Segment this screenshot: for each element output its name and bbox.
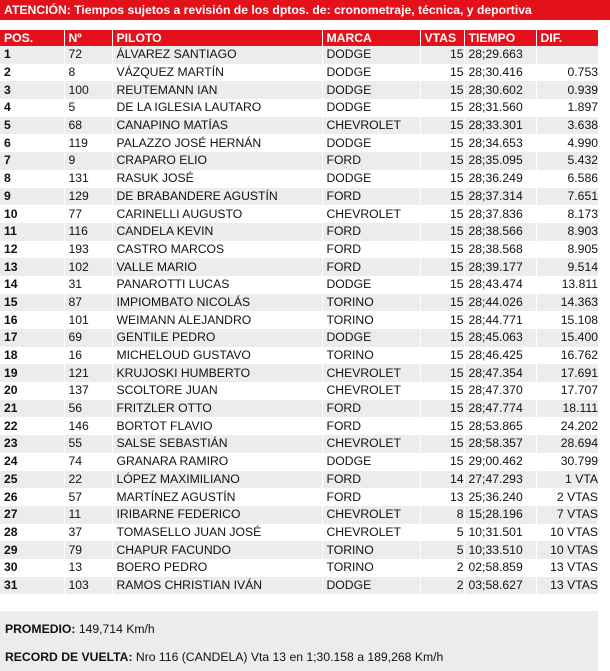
laps-cell: 15	[420, 329, 464, 347]
table-header-row	[0, 30, 598, 46]
pos-cell: 20	[0, 382, 64, 400]
pos-cell: 23	[0, 435, 64, 453]
gap-cell: 24.202	[536, 417, 598, 435]
laps-cell: 15	[420, 46, 464, 64]
laps-cell: 8	[420, 506, 464, 524]
pos-cell: 17	[0, 329, 64, 347]
gap-cell: 5.432	[536, 152, 598, 170]
brand-cell: TORINO	[322, 294, 420, 312]
number-cell: 131	[64, 170, 112, 188]
gap-cell: 7 VTAS	[536, 506, 598, 524]
table-row	[0, 347, 598, 365]
time-cell: 25;36.240	[464, 488, 536, 506]
number-cell: 16	[64, 347, 112, 365]
table-row	[0, 506, 598, 524]
brand-cell: DODGE	[322, 46, 420, 64]
brand-cell: DODGE	[322, 577, 420, 595]
laps-cell: 15	[420, 81, 464, 99]
table-row	[0, 276, 598, 294]
number-cell: 103	[64, 577, 112, 595]
number-cell: 31	[64, 276, 112, 294]
time-cell: 28;36.249	[464, 170, 536, 188]
brand-cell: CHEVROLET	[322, 205, 420, 223]
pos-cell: 9	[0, 188, 64, 206]
brand-cell: FORD	[322, 258, 420, 276]
number-cell: 146	[64, 417, 112, 435]
pos-cell: 12	[0, 241, 64, 259]
time-cell: 28;44.771	[464, 311, 536, 329]
driver-cell: SCOLTORE JUAN	[112, 382, 322, 400]
header-num: Nº	[64, 30, 112, 46]
pos-cell: 24	[0, 453, 64, 471]
driver-cell: KRUJOSKI HUMBERTO	[112, 364, 322, 382]
record-label: RECORD DE VUELTA:	[5, 650, 133, 664]
pos-cell: 4	[0, 99, 64, 117]
pos-cell: 1	[0, 46, 64, 64]
brand-cell: FORD	[322, 223, 420, 241]
time-cell: 28;44.026	[464, 294, 536, 312]
pos-cell: 21	[0, 400, 64, 418]
laps-cell: 15	[420, 276, 464, 294]
driver-cell: REUTEMANN IAN	[112, 81, 322, 99]
table-row	[0, 453, 598, 471]
driver-cell: CASTRO MARCOS	[112, 241, 322, 259]
brand-cell: TORINO	[322, 559, 420, 577]
number-cell: 74	[64, 453, 112, 471]
driver-cell: CANDELA KEVIN	[112, 223, 322, 241]
driver-cell: MARTÍNEZ AGUSTÍN	[112, 488, 322, 506]
laps-cell: 15	[420, 417, 464, 435]
driver-cell: CHAPUR FACUNDO	[112, 541, 322, 559]
pos-cell: 22	[0, 417, 64, 435]
pos-cell: 13	[0, 258, 64, 276]
driver-cell: CANAPINO MATÍAS	[112, 117, 322, 135]
gap-cell: 17.691	[536, 364, 598, 382]
time-cell: 28;37.314	[464, 188, 536, 206]
pos-cell: 8	[0, 170, 64, 188]
time-cell: 28;47.354	[464, 364, 536, 382]
driver-cell: WEIMANN ALEJANDRO	[112, 311, 322, 329]
time-cell: 28;37.836	[464, 205, 536, 223]
brand-cell: DODGE	[322, 81, 420, 99]
number-cell: 129	[64, 188, 112, 206]
brand-cell: CHEVROLET	[322, 364, 420, 382]
driver-cell: DE BRABANDERE AGUSTÍN	[112, 188, 322, 206]
laps-cell: 5	[420, 541, 464, 559]
time-cell: 02;58.859	[464, 559, 536, 577]
brand-cell: DODGE	[322, 64, 420, 82]
brand-cell: TORINO	[322, 541, 420, 559]
header-piloto: PILOTO	[112, 30, 322, 46]
brand-cell: FORD	[322, 241, 420, 259]
table-row	[0, 117, 598, 135]
brand-cell: TORINO	[322, 311, 420, 329]
number-cell: 11	[64, 506, 112, 524]
laps-cell: 15	[420, 294, 464, 312]
number-cell: 56	[64, 400, 112, 418]
time-cell: 28;29.663	[464, 46, 536, 64]
number-cell: 193	[64, 241, 112, 259]
time-cell: 28;47.774	[464, 400, 536, 418]
header-marca: MARCA	[322, 30, 420, 46]
table-row	[0, 435, 598, 453]
brand-cell: FORD	[322, 471, 420, 489]
record-line	[5, 650, 443, 664]
driver-cell: RASUK JOSÉ	[112, 170, 322, 188]
number-cell: 5	[64, 99, 112, 117]
number-cell: 57	[64, 488, 112, 506]
gap-cell: 8.903	[536, 223, 598, 241]
number-cell: 69	[64, 329, 112, 347]
pos-cell: 29	[0, 541, 64, 559]
table-row	[0, 241, 598, 259]
time-cell: 15;28.196	[464, 506, 536, 524]
laps-cell: 15	[420, 258, 464, 276]
time-cell: 28;38.568	[464, 241, 536, 259]
table-row	[0, 417, 598, 435]
driver-cell: VALLE MARIO	[112, 258, 322, 276]
number-cell: 13	[64, 559, 112, 577]
table-row	[0, 577, 598, 595]
pos-cell: 11	[0, 223, 64, 241]
table-row	[0, 152, 598, 170]
time-cell: 10;31.501	[464, 524, 536, 542]
pos-cell: 25	[0, 471, 64, 489]
gap-cell: 16.762	[536, 347, 598, 365]
time-cell: 28;34.653	[464, 134, 536, 152]
driver-cell: CARINELLI AUGUSTO	[112, 205, 322, 223]
number-cell: 55	[64, 435, 112, 453]
laps-cell: 15	[420, 453, 464, 471]
gap-cell: 10 VTAS	[536, 541, 598, 559]
gap-cell	[536, 46, 598, 64]
brand-cell: CHEVROLET	[322, 117, 420, 135]
driver-cell: GENTILE PEDRO	[112, 329, 322, 347]
gap-cell: 10 VTAS	[536, 524, 598, 542]
laps-cell: 15	[420, 170, 464, 188]
time-cell: 28;47.370	[464, 382, 536, 400]
pos-cell: 10	[0, 205, 64, 223]
time-cell: 28;30.602	[464, 81, 536, 99]
time-cell: 03;58.627	[464, 577, 536, 595]
time-cell: 28;58.357	[464, 435, 536, 453]
time-cell: 29;00.462	[464, 453, 536, 471]
laps-cell: 15	[420, 364, 464, 382]
brand-cell: CHEVROLET	[322, 506, 420, 524]
driver-cell: MICHELOUD GUSTAVO	[112, 347, 322, 365]
table-row	[0, 294, 598, 312]
pos-cell: 5	[0, 117, 64, 135]
table-row	[0, 311, 598, 329]
table-row	[0, 488, 598, 506]
time-cell: 28;38.566	[464, 223, 536, 241]
gap-cell: 8.173	[536, 205, 598, 223]
brand-cell: FORD	[322, 188, 420, 206]
gap-cell: 4.990	[536, 134, 598, 152]
results-body	[0, 46, 598, 594]
brand-cell: FORD	[322, 488, 420, 506]
footer-block	[0, 611, 598, 671]
time-cell: 28;45.063	[464, 329, 536, 347]
time-cell: 27;47.293	[464, 471, 536, 489]
header-pos: POS.	[0, 30, 64, 46]
gap-cell: 6.586	[536, 170, 598, 188]
pos-cell: 19	[0, 364, 64, 382]
gap-cell: 15.400	[536, 329, 598, 347]
laps-cell: 15	[420, 223, 464, 241]
laps-cell: 15	[420, 188, 464, 206]
driver-cell: TOMASELLO JUAN JOSÉ	[112, 524, 322, 542]
laps-cell: 14	[420, 471, 464, 489]
pos-cell: 14	[0, 276, 64, 294]
laps-cell: 15	[420, 241, 464, 259]
promedio-value: 149,714 Km/h	[78, 622, 155, 636]
table-row	[0, 64, 598, 82]
laps-cell: 15	[420, 311, 464, 329]
brand-cell: DODGE	[322, 170, 420, 188]
number-cell: 22	[64, 471, 112, 489]
pos-cell: 16	[0, 311, 64, 329]
laps-cell: 15	[420, 435, 464, 453]
brand-cell: FORD	[322, 417, 420, 435]
table-row	[0, 559, 598, 577]
driver-cell: FRITZLER OTTO	[112, 400, 322, 418]
gap-cell: 1.897	[536, 99, 598, 117]
number-cell: 100	[64, 81, 112, 99]
promedio-label: PROMEDIO:	[5, 622, 76, 636]
table-row	[0, 400, 598, 418]
driver-cell: BOERO PEDRO	[112, 559, 322, 577]
laps-cell: 15	[420, 64, 464, 82]
time-cell: 28;46.425	[464, 347, 536, 365]
pos-cell: 31	[0, 577, 64, 595]
pos-cell: 18	[0, 347, 64, 365]
brand-cell: DODGE	[322, 134, 420, 152]
gap-cell: 13.811	[536, 276, 598, 294]
number-cell: 77	[64, 205, 112, 223]
laps-cell: 15	[420, 382, 464, 400]
number-cell: 87	[64, 294, 112, 312]
time-cell: 28;53.865	[464, 417, 536, 435]
gap-cell: 7.651	[536, 188, 598, 206]
number-cell: 8	[64, 64, 112, 82]
table-row	[0, 471, 598, 489]
brand-cell: CHEVROLET	[322, 524, 420, 542]
gap-cell: 0.939	[536, 81, 598, 99]
gap-cell: 9.514	[536, 258, 598, 276]
brand-cell: DODGE	[322, 99, 420, 117]
laps-cell: 15	[420, 347, 464, 365]
number-cell: 79	[64, 541, 112, 559]
header-vtas: VTAS	[420, 30, 464, 46]
time-cell: 10;33.510	[464, 541, 536, 559]
number-cell: 37	[64, 524, 112, 542]
driver-cell: CRAPARO ELIO	[112, 152, 322, 170]
brand-cell: TORINO	[322, 347, 420, 365]
brand-cell: DODGE	[322, 276, 420, 294]
number-cell: 9	[64, 152, 112, 170]
gap-cell: 3.638	[536, 117, 598, 135]
table-row	[0, 364, 598, 382]
header-dif: DIF.	[536, 30, 598, 46]
table-row	[0, 46, 598, 64]
brand-cell: DODGE	[322, 453, 420, 471]
gap-cell: 1 VTA	[536, 471, 598, 489]
laps-cell: 15	[420, 134, 464, 152]
driver-cell: VÁZQUEZ MARTÍN	[112, 64, 322, 82]
pos-cell: 3	[0, 81, 64, 99]
laps-cell: 15	[420, 99, 464, 117]
laps-cell: 15	[420, 400, 464, 418]
table-row	[0, 134, 598, 152]
number-cell: 116	[64, 223, 112, 241]
number-cell: 121	[64, 364, 112, 382]
table-row	[0, 205, 598, 223]
record-value: Nro 116 (CANDELA) Vta 13 en 1;30.158 a 189,268 Km/h	[135, 650, 444, 664]
driver-cell: IRIBARNE FEDERICO	[112, 506, 322, 524]
table-row	[0, 382, 598, 400]
laps-cell: 13	[420, 488, 464, 506]
time-cell: 28;35.095	[464, 152, 536, 170]
driver-cell: PANAROTTI LUCAS	[112, 276, 322, 294]
driver-cell: GRANARA RAMIRO	[112, 453, 322, 471]
pos-cell: 2	[0, 64, 64, 82]
number-cell: 102	[64, 258, 112, 276]
time-cell: 28;33.301	[464, 117, 536, 135]
number-cell: 137	[64, 382, 112, 400]
laps-cell: 5	[420, 524, 464, 542]
driver-cell: ÁLVAREZ SANTIAGO	[112, 46, 322, 64]
pos-cell: 27	[0, 506, 64, 524]
gap-cell: 17.707	[536, 382, 598, 400]
number-cell: 68	[64, 117, 112, 135]
promedio-line	[5, 622, 155, 636]
pos-cell: 30	[0, 559, 64, 577]
driver-cell: LÓPEZ MAXIMILIANO	[112, 471, 322, 489]
table-row	[0, 81, 598, 99]
gap-cell: 0.753	[536, 64, 598, 82]
attention-banner: ATENCIÓN: Tiempos sujetos a revisión de los dptos. de: cronometraje, técnica, y deportiva	[0, 0, 610, 20]
driver-cell: SALSE SEBASTIÁN	[112, 435, 322, 453]
gap-cell: 8.905	[536, 241, 598, 259]
laps-cell: 2	[420, 577, 464, 595]
driver-cell: PALAZZO JOSÉ HERNÁN	[112, 134, 322, 152]
brand-cell: FORD	[322, 400, 420, 418]
laps-cell: 15	[420, 152, 464, 170]
table-row	[0, 188, 598, 206]
brand-cell: FORD	[322, 152, 420, 170]
table-row	[0, 541, 598, 559]
time-cell: 28;39.177	[464, 258, 536, 276]
time-cell: 28;30.416	[464, 64, 536, 82]
number-cell: 119	[64, 134, 112, 152]
gap-cell: 30.799	[536, 453, 598, 471]
header-tiempo: TIEMPO	[464, 30, 536, 46]
gap-cell: 14.363	[536, 294, 598, 312]
results-table	[0, 30, 598, 594]
brand-cell: CHEVROLET	[322, 435, 420, 453]
gap-cell: 28.694	[536, 435, 598, 453]
pos-cell: 7	[0, 152, 64, 170]
pos-cell: 26	[0, 488, 64, 506]
laps-cell: 15	[420, 117, 464, 135]
pos-cell: 6	[0, 134, 64, 152]
table-row	[0, 223, 598, 241]
table-row	[0, 170, 598, 188]
table-row	[0, 524, 598, 542]
time-cell: 28;31.560	[464, 99, 536, 117]
gap-cell: 13 VTAS	[536, 559, 598, 577]
number-cell: 72	[64, 46, 112, 64]
table-row	[0, 99, 598, 117]
brand-cell: DODGE	[322, 329, 420, 347]
driver-cell: DE LA IGLESIA LAUTARO	[112, 99, 322, 117]
brand-cell: CHEVROLET	[322, 382, 420, 400]
driver-cell: RAMOS CHRISTIAN IVÁN	[112, 577, 322, 595]
driver-cell: IMPIOMBATO NICOLÁS	[112, 294, 322, 312]
pos-cell: 28	[0, 524, 64, 542]
time-cell: 28;43.474	[464, 276, 536, 294]
driver-cell: BORTOT FLAVIO	[112, 417, 322, 435]
table-row	[0, 258, 598, 276]
gap-cell: 18.111	[536, 400, 598, 418]
pos-cell: 15	[0, 294, 64, 312]
gap-cell: 2 VTAS	[536, 488, 598, 506]
laps-cell: 2	[420, 559, 464, 577]
laps-cell: 15	[420, 205, 464, 223]
number-cell: 101	[64, 311, 112, 329]
gap-cell: 15.108	[536, 311, 598, 329]
table-row	[0, 329, 598, 347]
gap-cell: 13 VTAS	[536, 577, 598, 595]
